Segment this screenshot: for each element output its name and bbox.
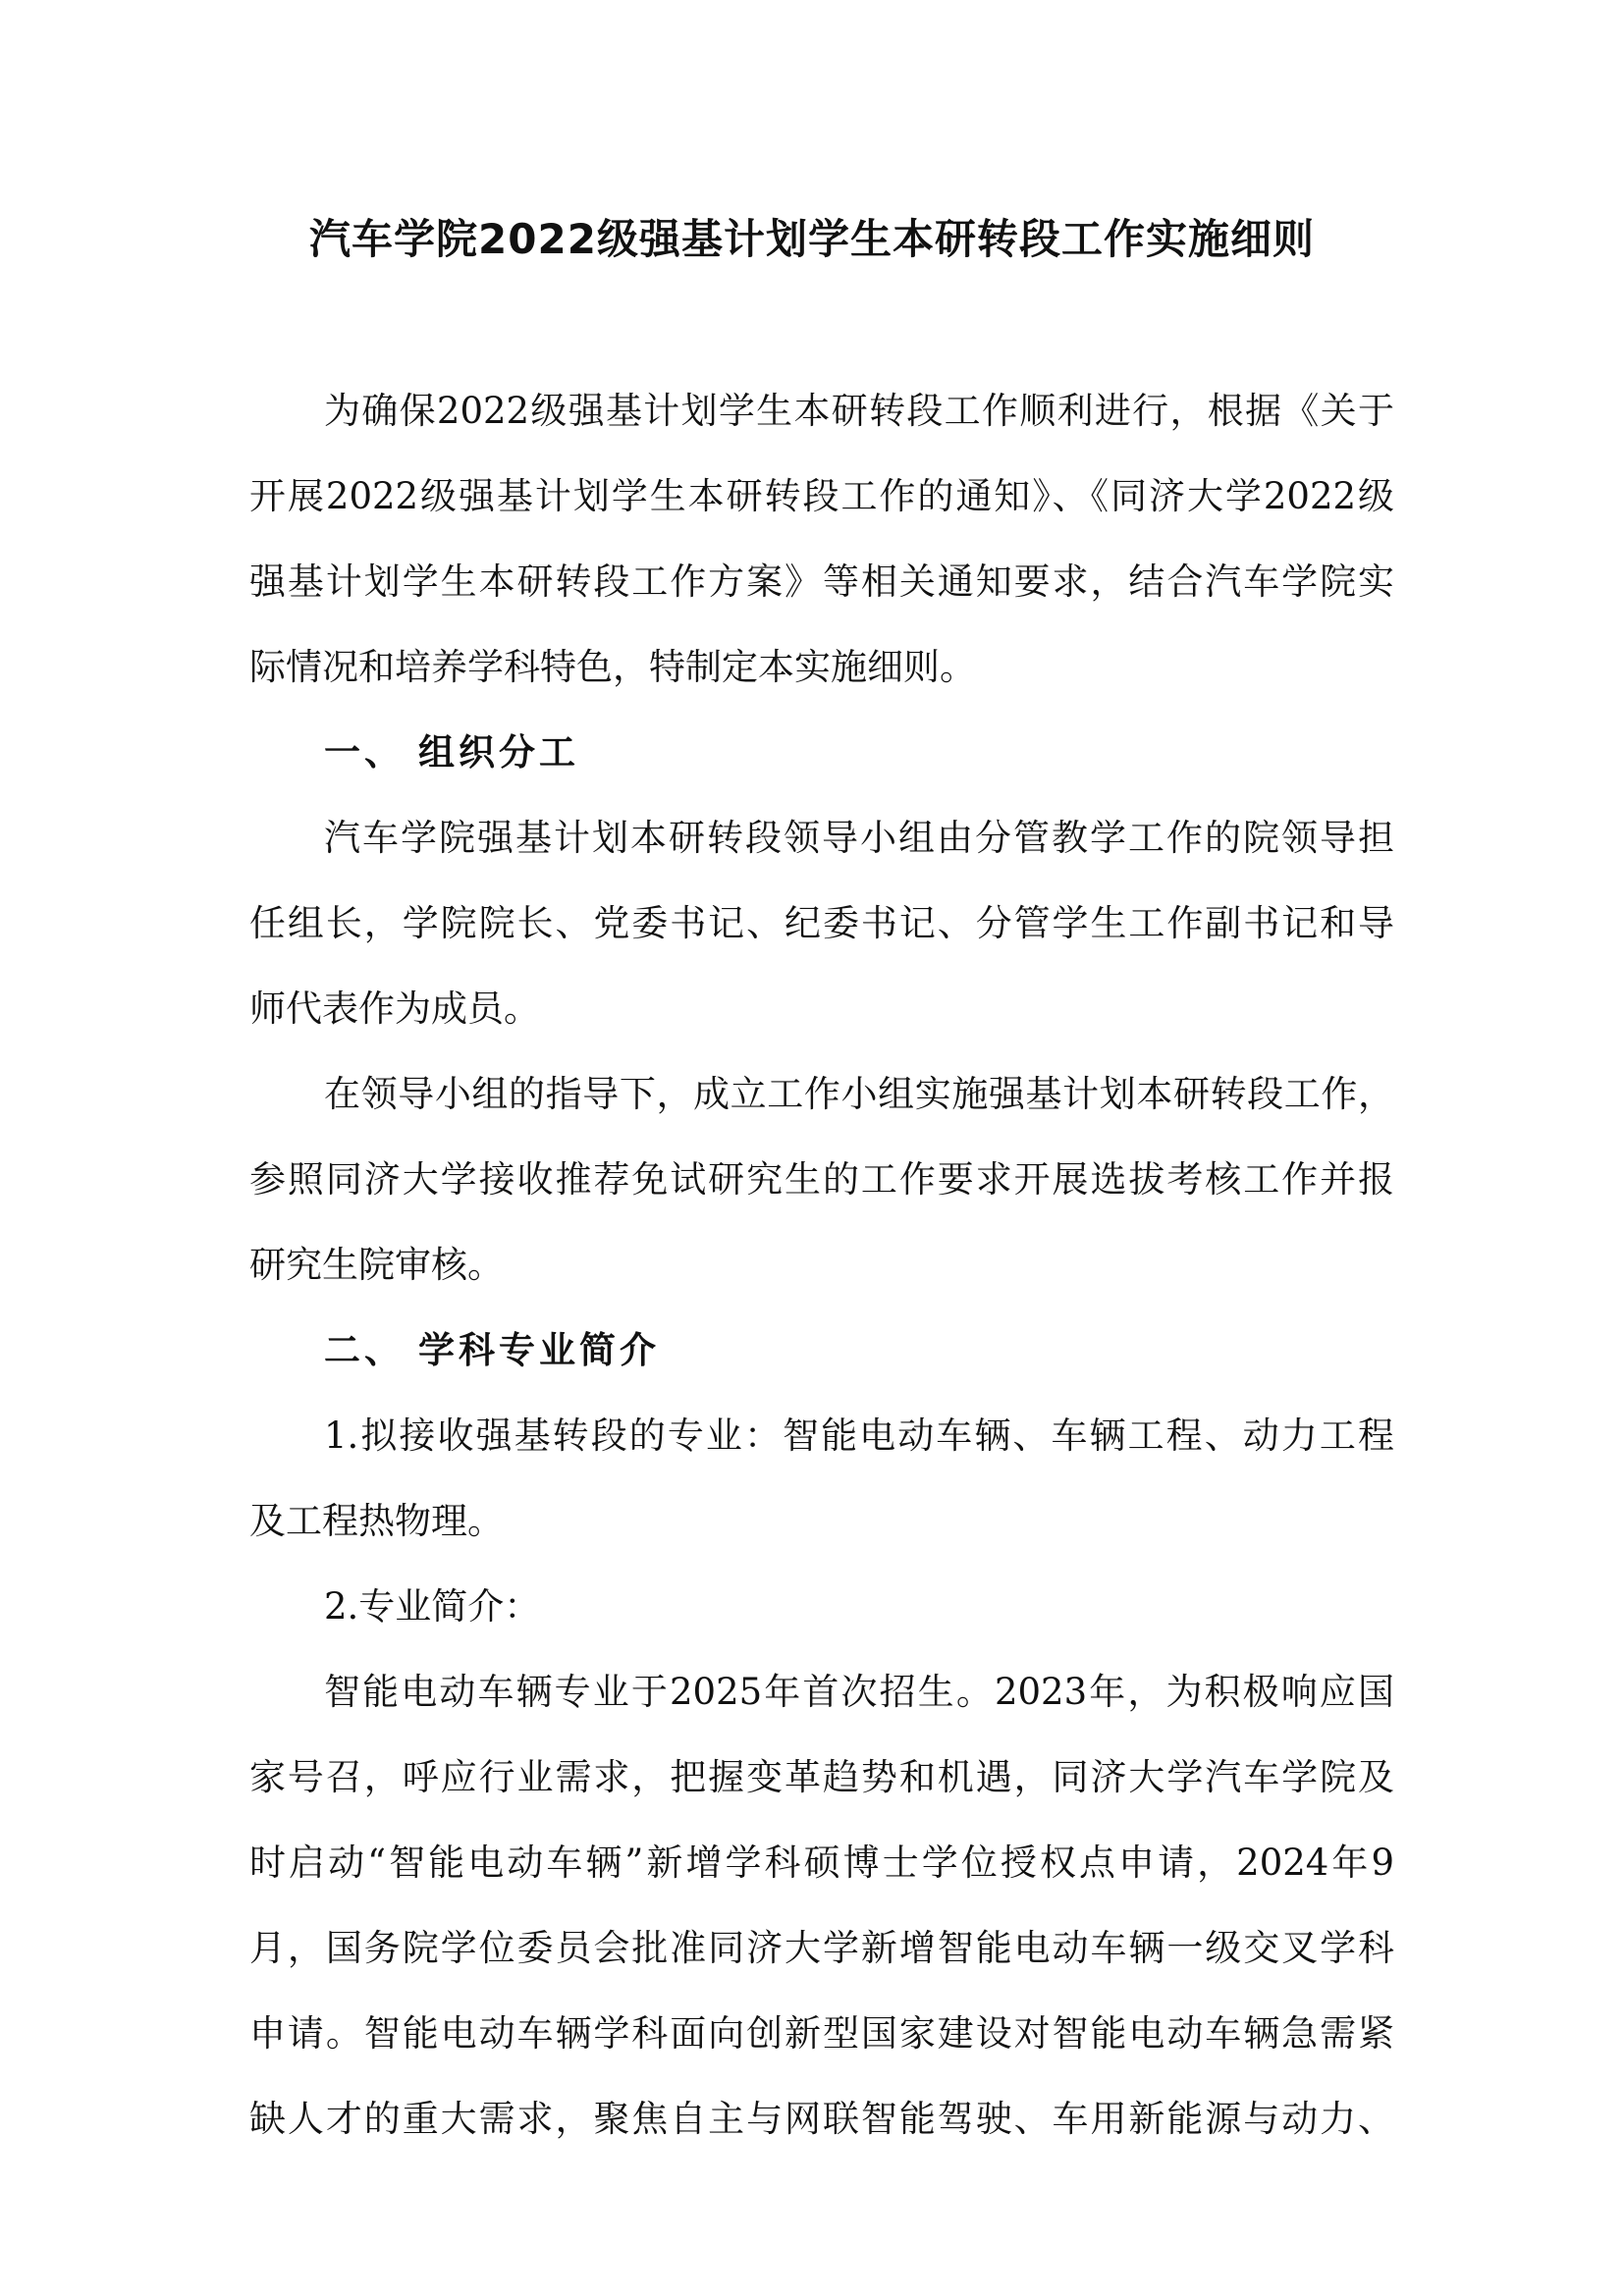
s1-p1-line-2: 任组长，学院院长、党委书记、纪委书记、分管学生工作副书记和导 — [249, 902, 1394, 944]
intro-line-4: 际情况和培养学科特色，特制定本实施细则。 — [249, 646, 976, 688]
s1-p2-line-2: 参照同济大学接收推荐免试研究生的工作要求开展选拔考核工作并报 — [249, 1158, 1394, 1201]
section-2-title: 学科专业简介 — [418, 1329, 660, 1371]
s1-p1-line-3: 师代表作为成员。 — [249, 988, 540, 1030]
section-2-heading — [324, 1308, 660, 1393]
s2-p3-line-2: 家号召，呼应行业需求，把握变革趋势和机遇，同济大学汽车学院及 — [249, 1756, 1394, 1798]
section-1-title: 组织分工 — [418, 731, 579, 774]
section-1-heading — [324, 710, 579, 795]
s2-p3-line-4: 月，国务院学位委员会批准同济大学新增智能电动车辆一级交叉学科 — [249, 1927, 1394, 1969]
s2-item1-line-2: 及工程热物理。 — [249, 1500, 504, 1542]
document-title: 汽车学院2022级强基计划学生本研转段工作实施细则 — [309, 215, 1315, 263]
s2-p3-line-5: 申请。智能电动车辆学科面向创新型国家建设对智能电动车辆急需紧 — [249, 2012, 1394, 2055]
intro-line-2: 开展2022级强基计划学生本研转段工作的通知》、《同济大学2022级 — [249, 475, 1394, 517]
s2-p3-line-1: 智能电动车辆专业于2025年首次招生。2023年，为积极响应国 — [324, 1671, 1394, 1713]
s1-p1-line-1: 汽车学院强基计划本研转段领导小组由分管教学工作的院领导担 — [324, 817, 1394, 859]
intro-line-3: 强基计划学生本研转段工作方案》等相关通知要求，结合汽车学院实 — [249, 561, 1394, 603]
s1-p2-line-1: 在领导小组的指导下，成立工作小组实施强基计划本研转段工作， — [324, 1073, 1394, 1115]
section-1-number: 一、 — [324, 731, 405, 774]
intro-line-1: 为确保2022级强基计划学生本研转段工作顺利进行，根据《关于 — [324, 390, 1394, 432]
s2-p3-line-3: 时启动“智能电动车辆”新增学科硕博士学位授权点申请，2024年9 — [249, 1842, 1394, 1884]
section-2-number: 二、 — [324, 1329, 405, 1371]
s1-p2-line-3: 研究生院审核。 — [249, 1244, 504, 1286]
s2-item2-line: 2.专业简介： — [324, 1585, 541, 1628]
s2-p3-line-6: 缺人才的重大需求，聚焦自主与网联智能驾驶、车用新能源与动力、 — [249, 2098, 1394, 2140]
s2-item1-line-1: 1.拟接收强基转段的专业：智能电动车辆、车辆工程、动力工程 — [324, 1415, 1394, 1457]
